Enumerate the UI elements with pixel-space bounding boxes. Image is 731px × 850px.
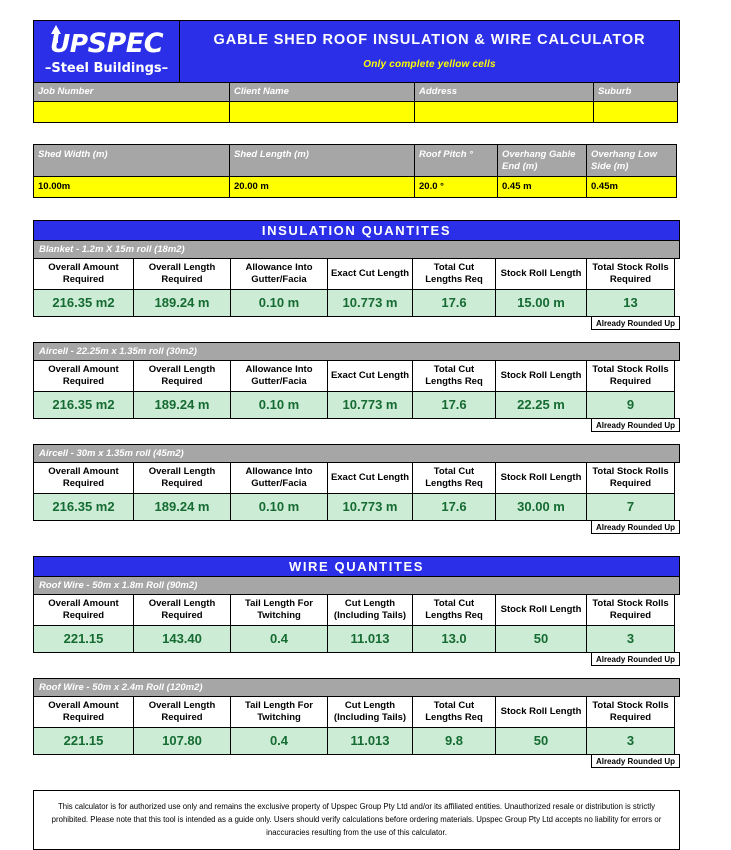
col-overall-length-required: Overall Length Required [133,594,231,626]
value-stock-roll-length: 15.00 m [495,289,587,317]
insulation-aircell30-header-row [33,360,680,392]
value-total-stock-rolls-required: 7 [586,493,675,521]
col-stock-roll-length: Stock Roll Length [495,594,587,626]
col-overall-amount-required: Overall Amount Required [33,462,134,494]
col-overall-amount-required: Overall Amount Required [33,360,134,392]
col-overall-amount-required: Overall Amount Required [33,594,134,626]
value-total-cut-lengths-req: 17.6 [412,391,496,419]
col-total-stock-rolls-required: Total Stock Rolls Required [586,258,675,290]
calculator-sheet [33,20,680,850]
shed-length-input[interactable]: 20.00 m [229,176,415,198]
value-overall-amount-required: 216.35 m2 [33,391,134,419]
value-overall-amount-required: 216.35 m2 [33,493,134,521]
col-overall-length-required: Overall Length Required [133,462,231,494]
col-overall-length-required: Overall Length Required [133,258,231,290]
col-exact-cut-length: Exact Cut Length [327,462,413,494]
overhang-gable-end-input[interactable]: 0.45 m [497,176,587,198]
header-title-block [180,21,679,82]
wire-90m2-value-row [33,625,680,653]
job-number-input[interactable] [33,101,230,123]
rounded-note-row [33,418,680,432]
col-overall-amount-required: Overall Amount Required [33,258,134,290]
col-total-stock-rolls-required: Total Stock Rolls Required [586,462,675,494]
col-total-cut-lengths-req: Total Cut Lengths Req [412,462,496,494]
already-rounded-up-badge: Already Rounded Up [591,754,680,768]
wire-90m2-header-row [33,594,680,626]
col-stock-roll-length: Stock Roll Length [495,360,587,392]
already-rounded-up-badge: Already Rounded Up [591,316,680,330]
col-tail-length-for-twitching: Tail Length For Twitching [230,594,328,626]
value-stock-roll-length: 30.00 m [495,493,587,521]
value-total-stock-rolls-required: 13 [586,289,675,317]
col-total-stock-rolls-required: Total Stock Rolls Required [586,360,675,392]
col-total-stock-rolls-required: Total Stock Rolls Required [586,696,675,728]
value-cut-length-including-tails: 11.013 [327,625,413,653]
col-stock-roll-length: Stock Roll Length [495,696,587,728]
roof-pitch-input[interactable]: 20.0 ° [414,176,498,198]
logo-mark [43,29,171,59]
value-cut-length-including-tails: 11.013 [327,727,413,755]
subsection-aircell-30m2: Aircell - 22.25m x 1.35m roll (30m2) [33,342,680,361]
insulation-aircell45-value-row [33,493,680,521]
shed-width-label: Shed Width (m) [33,144,230,177]
insulation-blanket-header-row [33,258,680,290]
insulation-aircell45-header-row [33,462,680,494]
page-title: GABLE SHED ROOF INSULATION & WIRE CALCULATOR [213,31,646,48]
subsection-aircell-45m2: Aircell - 30m x 1.35m roll (45m2) [33,444,680,463]
subsection-roof-wire-120m2: Roof Wire - 50m x 2.4m Roll (120m2) [33,678,680,697]
disclaimer-footer: This calculator is for authorized use only and remains the exclusive property of Upspec Group Pty Ltd and/or its affiliated entities. Unauthorized resale or distribution is strictly prohibited. Please note that this tool is intended as a guide only. Users should verify calculations before ordering materials. Upspec Group Pty Ltd accepts no liability for errors or inaccuracies resulting from the use of this calculator. [33,790,680,850]
value-stock-roll-length: 50 [495,727,587,755]
col-total-stock-rolls-required: Total Stock Rolls Required [586,594,675,626]
spacer [33,198,680,220]
client-name-label: Client Name [229,82,415,102]
roof-pitch-label: Roof Pitch ° [414,144,498,177]
brand-header [33,20,680,83]
value-exact-cut-length: 10.773 m [327,493,413,521]
value-overall-length-required: 107.80 [133,727,231,755]
rounded-note-row [33,754,680,768]
value-overall-length-required: 143.40 [133,625,231,653]
overhang-gable-end-label: Overhang Gable End (m) [497,144,587,177]
wire-120m2-header-row [33,696,680,728]
logo-word-up: UP [49,29,88,58]
section-banner-wire: WIRE QUANTITES [33,556,680,577]
col-exact-cut-length: Exact Cut Length [327,360,413,392]
insulation-aircell30-value-row [33,391,680,419]
value-overall-length-required: 189.24 m [133,391,231,419]
col-total-cut-lengths-req: Total Cut Lengths Req [412,258,496,290]
job-info-header-row [33,82,680,102]
already-rounded-up-badge: Already Rounded Up [591,652,680,666]
suburb-label: Suburb [593,82,678,102]
col-allowance-into-gutter-facia: Allowance Into Gutter/Facia [230,360,328,392]
header-subtitle: Only complete yellow cells [363,58,496,70]
rounded-note-row [33,520,680,534]
job-number-label: Job Number [33,82,230,102]
value-tail-length-for-twitching: 0.4 [230,625,328,653]
value-stock-roll-length: 50 [495,625,587,653]
value-total-cut-lengths-req: 9.8 [412,727,496,755]
shed-width-input[interactable]: 10.00m [33,176,230,198]
overhang-low-side-input[interactable]: 0.45m [586,176,677,198]
col-allowance-into-gutter-facia: Allowance Into Gutter/Facia [230,462,328,494]
wire-120m2-value-row [33,727,680,755]
value-overall-length-required: 189.24 m [133,493,231,521]
job-info-input-row [33,101,680,123]
already-rounded-up-badge: Already Rounded Up [591,520,680,534]
value-overall-amount-required: 221.15 [33,625,134,653]
value-total-cut-lengths-req: 13.0 [412,625,496,653]
value-stock-roll-length: 22.25 m [495,391,587,419]
value-total-stock-rolls-required: 9 [586,391,675,419]
col-stock-roll-length: Stock Roll Length [495,462,587,494]
col-overall-length-required: Overall Length Required [133,360,231,392]
value-exact-cut-length: 10.773 m [327,289,413,317]
insulation-blanket-value-row [33,289,680,317]
value-allowance-into-gutter-facia: 0.10 m [230,493,328,521]
subsection-roof-wire-90m2: Roof Wire - 50m x 1.8m Roll (90m2) [33,576,680,595]
company-logo [34,21,180,82]
value-allowance-into-gutter-facia: 0.10 m [230,391,328,419]
spacer [33,534,680,556]
col-exact-cut-length: Exact Cut Length [327,258,413,290]
col-total-cut-lengths-req: Total Cut Lengths Req [412,594,496,626]
address-input[interactable] [414,101,594,123]
logo-wordmark [43,29,171,59]
rounded-note-row [33,652,680,666]
col-total-cut-lengths-req: Total Cut Lengths Req [412,696,496,728]
client-name-input[interactable] [229,101,415,123]
suburb-input[interactable] [593,101,678,123]
value-total-cut-lengths-req: 17.6 [412,493,496,521]
logo-tagline: –Steel Buildings– [44,61,169,76]
shed-dimensions-header-row [33,144,680,177]
already-rounded-up-badge: Already Rounded Up [591,418,680,432]
address-label: Address [414,82,594,102]
value-overall-length-required: 189.24 m [133,289,231,317]
shed-length-label: Shed Length (m) [229,144,415,177]
col-cut-length-including-tails: Cut Length (Including Tails) [327,594,413,626]
value-total-stock-rolls-required: 3 [586,727,675,755]
value-total-cut-lengths-req: 17.6 [412,289,496,317]
section-banner-insulation: INSULATION QUANTITES [33,220,680,241]
col-allowance-into-gutter-facia: Allowance Into Gutter/Facia [230,258,328,290]
value-allowance-into-gutter-facia: 0.10 m [230,289,328,317]
spacer [33,123,680,145]
value-exact-cut-length: 10.773 m [327,391,413,419]
overhang-low-side-label: Overhang Low Side (m) [586,144,677,177]
value-overall-amount-required: 216.35 m2 [33,289,134,317]
col-overall-amount-required: Overall Amount Required [33,696,134,728]
value-overall-amount-required: 221.15 [33,727,134,755]
col-stock-roll-length: Stock Roll Length [495,258,587,290]
rounded-note-row [33,316,680,330]
value-tail-length-for-twitching: 0.4 [230,727,328,755]
subsection-blanket-18m2: Blanket - 1.2m X 15m roll (18m2) [33,240,680,259]
shed-dimensions-input-row [33,176,680,198]
logo-word-spec: SPEC [87,28,164,59]
col-total-cut-lengths-req: Total Cut Lengths Req [412,360,496,392]
col-cut-length-including-tails: Cut Length (Including Tails) [327,696,413,728]
col-tail-length-for-twitching: Tail Length For Twitching [230,696,328,728]
col-overall-length-required: Overall Length Required [133,696,231,728]
value-total-stock-rolls-required: 3 [586,625,675,653]
